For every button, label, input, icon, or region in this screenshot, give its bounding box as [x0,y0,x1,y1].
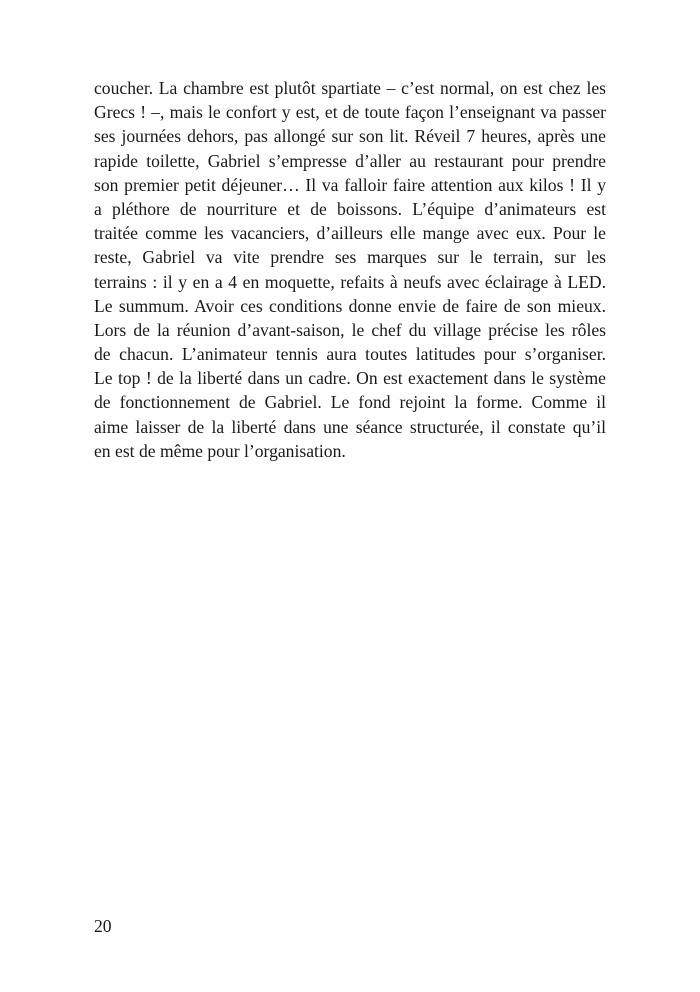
text-line: rapide toilette, Gabriel s’empresse d’aller au restaurant pour prendre [94,150,606,171]
text-line: reste, Gabriel va vite prendre ses marques sur le terrain, sur les [94,247,606,268]
text-line: en est de même pour l’organisation. [94,440,346,461]
page-number: 20 [94,916,112,936]
text-line: a pléthore de nourriture et de boissons. L’équipe d’animateurs est [94,198,606,219]
body-paragraph [94,76,606,463]
text-line: Lors de la réunion d’avant-saison, le chef du village précise les rôles [94,319,606,340]
text-line: Le top ! de la liberté dans un cadre. On est exactement dans le système [94,368,606,389]
text-line: terrains : il y en a 4 en moquette, refaits à neufs avec éclairage à LED. [94,271,606,292]
text-line: coucher. La chambre est plutôt spartiate – c’est normal, on est chez les [94,78,606,98]
text-line: son premier petit déjeuner… Il va falloir faire attention aux kilos ! Il y [94,174,606,195]
text-line: traitée comme les vacanciers, d’ailleurs elle mange avec eux. Pour le [94,223,606,244]
text-line: Le summum. Avoir ces conditions donne envie de faire de son mieux. [94,295,606,316]
text-line: de chacun. L’animateur tennis aura toutes latitudes pour s’organiser. [94,344,606,365]
text-line: Grecs ! –, mais le confort y est, et de toute façon l’enseignant va passer [94,102,606,123]
text-line: de fonctionnement de Gabriel. Le fond rejoint la forme. Comme il [94,392,606,413]
text-line: ses journées dehors, pas allongé sur son lit. Réveil 7 heures, après une [94,126,606,147]
text-line: aime laisser de la liberté dans une séance structurée, il constate qu’il [94,416,606,437]
